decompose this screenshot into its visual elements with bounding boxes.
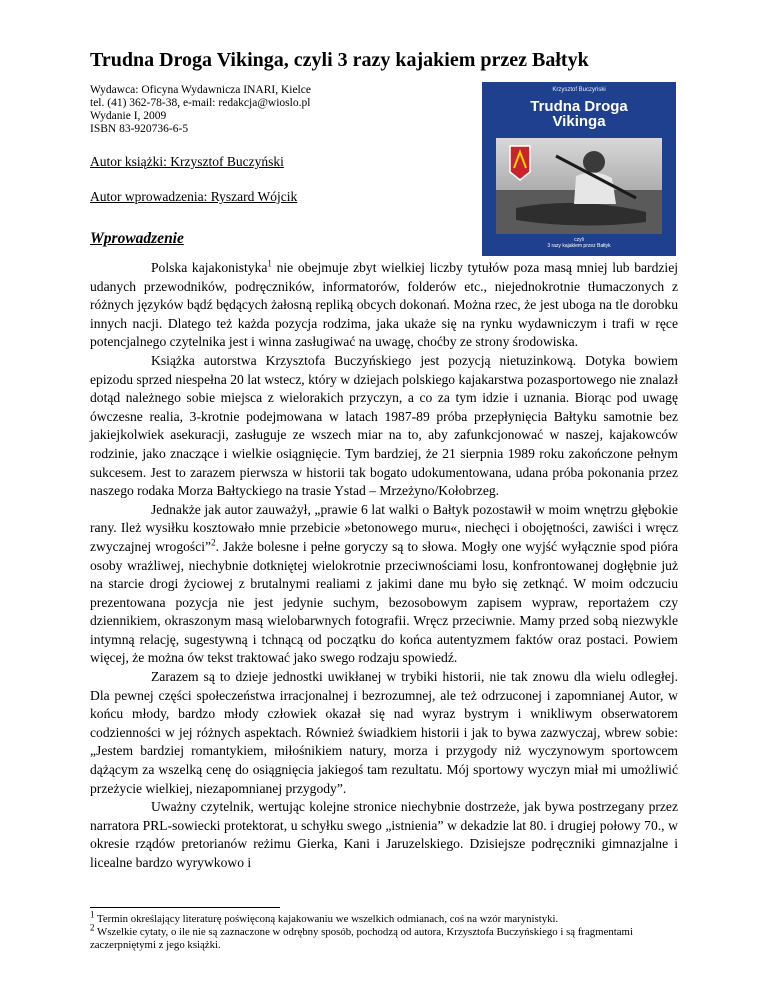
- cover-subtitle: [482, 237, 676, 249]
- paragraph-3: [90, 501, 678, 668]
- footnote-divider: [90, 907, 280, 908]
- section-heading: Wprowadzenie: [90, 230, 184, 247]
- footnote-2-text: Wszelkie cytaty, o ile nie są zaznaczone w odrębny sposób, pochodzą od autora, Krzysztofa Buczyńskiego i są fragmentami zaczerpniętymi z jego książki.: [90, 926, 633, 952]
- footnote-1: [90, 909, 680, 926]
- paragraph-2: Książka autorstwa Krzysztofa Buczyńskiego jest pozycją nietuzinkową. Dotyka bowiem epizodu sprzed niespełna 20 lat wstecz, który w dziejach polskiego kajakarstwa pozasportowego nie znalazł dotąd należnego sobie miejsca z wielorakich przyczyn, a co za tym idzie i uznania. Biorąc pod uwagę ówczesne realia, 3-krotnie podejmowana w latach 1987-89 próba przepłynięcia Bałtyku samotnie bez jakiejkolwiek asekuracji, zasługuje ze wszech miar na to, aby zafunkcjonować w naszej, kajakowców rodzinie, jako znaczące i wielkie osiągnięcie. Tym bardziej, że 21 sierpnia 1989 roku zakończone pełnym sukcesem. Jest to zarazem pierwsza w historii tak bogato udokumentowana, udana próba pokonania przez naszego rodaka Morza Bałtyckiego na trasie Ystad – Mrzeżyno/Kołobrzeg.: [90, 352, 678, 499]
- publisher-line: Wydawca: Oficyna Wydawnicza INARI, Kielce: [90, 84, 311, 96]
- paragraph-5: Uważny czytelnik, wertując kolejne stronice niechybnie dostrzeże, jak bywa postrzegany przez narratora PRL-sowiecki protektorat, u schyłku swego „istnienia” w dekadzie lat 80. i drugiej połowy 70., w okresie rządów pretorianów reżimu Gierka, Kani i Jaruzelskiego. Dzisiejsze podręczniki gimnazjalne i licealne bardzo wyrywkowo i: [90, 799, 678, 870]
- paragraph-1-start: Polska kajakonistyka: [151, 260, 268, 275]
- edition-line: Wydanie I, 2009: [90, 110, 167, 122]
- paragraph-3-rest: . Jakże bolesne i pełne goryczy są to słowa. Mogły one wyjść wyłącznie spod pióra osoby wrażliwej, niechybnie dotkniętej wielokrotnie przeciwnościami losu, konfrontowanej dogłębnie już na starcie drogi życiowej z brutalnymi realiami z jakimi dane mu było się zetknąć. W moim odczuciu prezentowana pozycja nie jest jedynie suchym, bezosobowym zapisem wypraw, reportażem czy dziennikiem, okraszonym masą wielobarwnych fotografii. Wręcz przeciwnie. Mamy przed sobą niezwykle intymną relację, sugestywną i tchnącą od początku do końca autentyzmem faktów oraz postaci. Powiem więcej, że można ów tekst traktować jako swego rodzaju spowiedź.: [90, 538, 678, 666]
- footnote-2: [90, 922, 680, 952]
- footnote-ref-2[interactable]: 2: [211, 537, 216, 548]
- publication-info: [90, 84, 311, 136]
- footnotes: [90, 909, 680, 953]
- book-cover-image: [482, 82, 676, 256]
- paragraph-1: [90, 259, 678, 352]
- cover-subtitle-line1: czyli: [574, 237, 584, 243]
- paragraph-3-start: Jednakże jak autor zauważył, „prawie 6 lat walki o Bałtyk pozostawił w moim wnętrzu głębokie rany. Ileż wysiłku kosztowało mnie przebicie »betonowego muru«, niechęci i obojętności, zawiści i wręcz zwyczajnej wrogości”: [90, 501, 678, 554]
- cover-title-line2: Vikinga: [552, 113, 606, 130]
- cover-subtitle-line2: 3 razy kajakiem przez Bałtyk: [547, 243, 611, 249]
- isbn-line: ISBN 83-920736-6-5: [90, 123, 189, 135]
- footnote-ref-1[interactable]: 1: [267, 258, 272, 269]
- cover-author: Krzysztof Buczyński: [552, 87, 606, 93]
- intro-author-link[interactable]: Autor wprowadzenia: Ryszard Wójcik: [90, 189, 298, 204]
- footnote-1-mark: 1: [90, 909, 95, 920]
- cover-title-line1: Trudna Droga: [530, 98, 628, 115]
- paragraph-1-rest: nie obejmuje zbyt wielkiej liczby tytułów poza masą mniej lub bardziej udanych przewodników, podręczników, informatorów, folderów etc., niejednokrotnie tłumaczonych z różnych języków bądź będących żałosną repliką obcych dokonań. Można rzec, że jest uboga na tle dorobku innych nacji. Dlatego też każda pozycja rodzima, jaka ukaże się na rynku wydawniczym i trafi w ręce potencjalnego czytelnika jest i winna zasługiwać na uwagę, choćby ze strony środowiska.: [90, 260, 679, 350]
- footnote-1-text: Termin określający literaturę poświęconą kajakowaniu we wszelkich odmianach, coś na wzór marynistyki.: [94, 913, 559, 925]
- kayaker-photo-icon: [496, 138, 662, 234]
- paragraph-4: Zarazem są to dzieje jednostki uwikłanej w trybiki historii, nie tak znowu dla wielu odległej. Dla pewnej części społeczeństwa irracjonalnej i bezrozumnej, ale też odrzuconej i zapomnianej Autor, w końcu młody, bardzo młody człowiek okazał się nad wyraz bystrym i wnikliwym obserwatorem codzienności w jej różnych aspektach. Również świadkiem historii i jak to bywa zazwyczaj, wbrew sobie: „Jestem bardziej romantykiem, miłośnikiem natury, morza i przygody niż wyczynowym sportowcem dążącym za wszelką cenę do osiągnięcia jakiegoś tam rezultatu. Mój sportowy wyczyn miał mi umożliwić przeżycie wielkiej, niezapomnianej przygody”.: [90, 669, 678, 796]
- body-text: [90, 259, 678, 873]
- footnote-2-mark: 2: [90, 922, 95, 933]
- contact-line: tel. (41) 362-78-38, e-mail: redakcja@wioslo.pl: [90, 97, 311, 109]
- document-title: Trudna Droga Vikinga, czyli 3 razy kajakiem przez Bałtyk: [90, 49, 589, 71]
- book-author-link[interactable]: Autor książki: Krzysztof Buczyński: [90, 154, 284, 169]
